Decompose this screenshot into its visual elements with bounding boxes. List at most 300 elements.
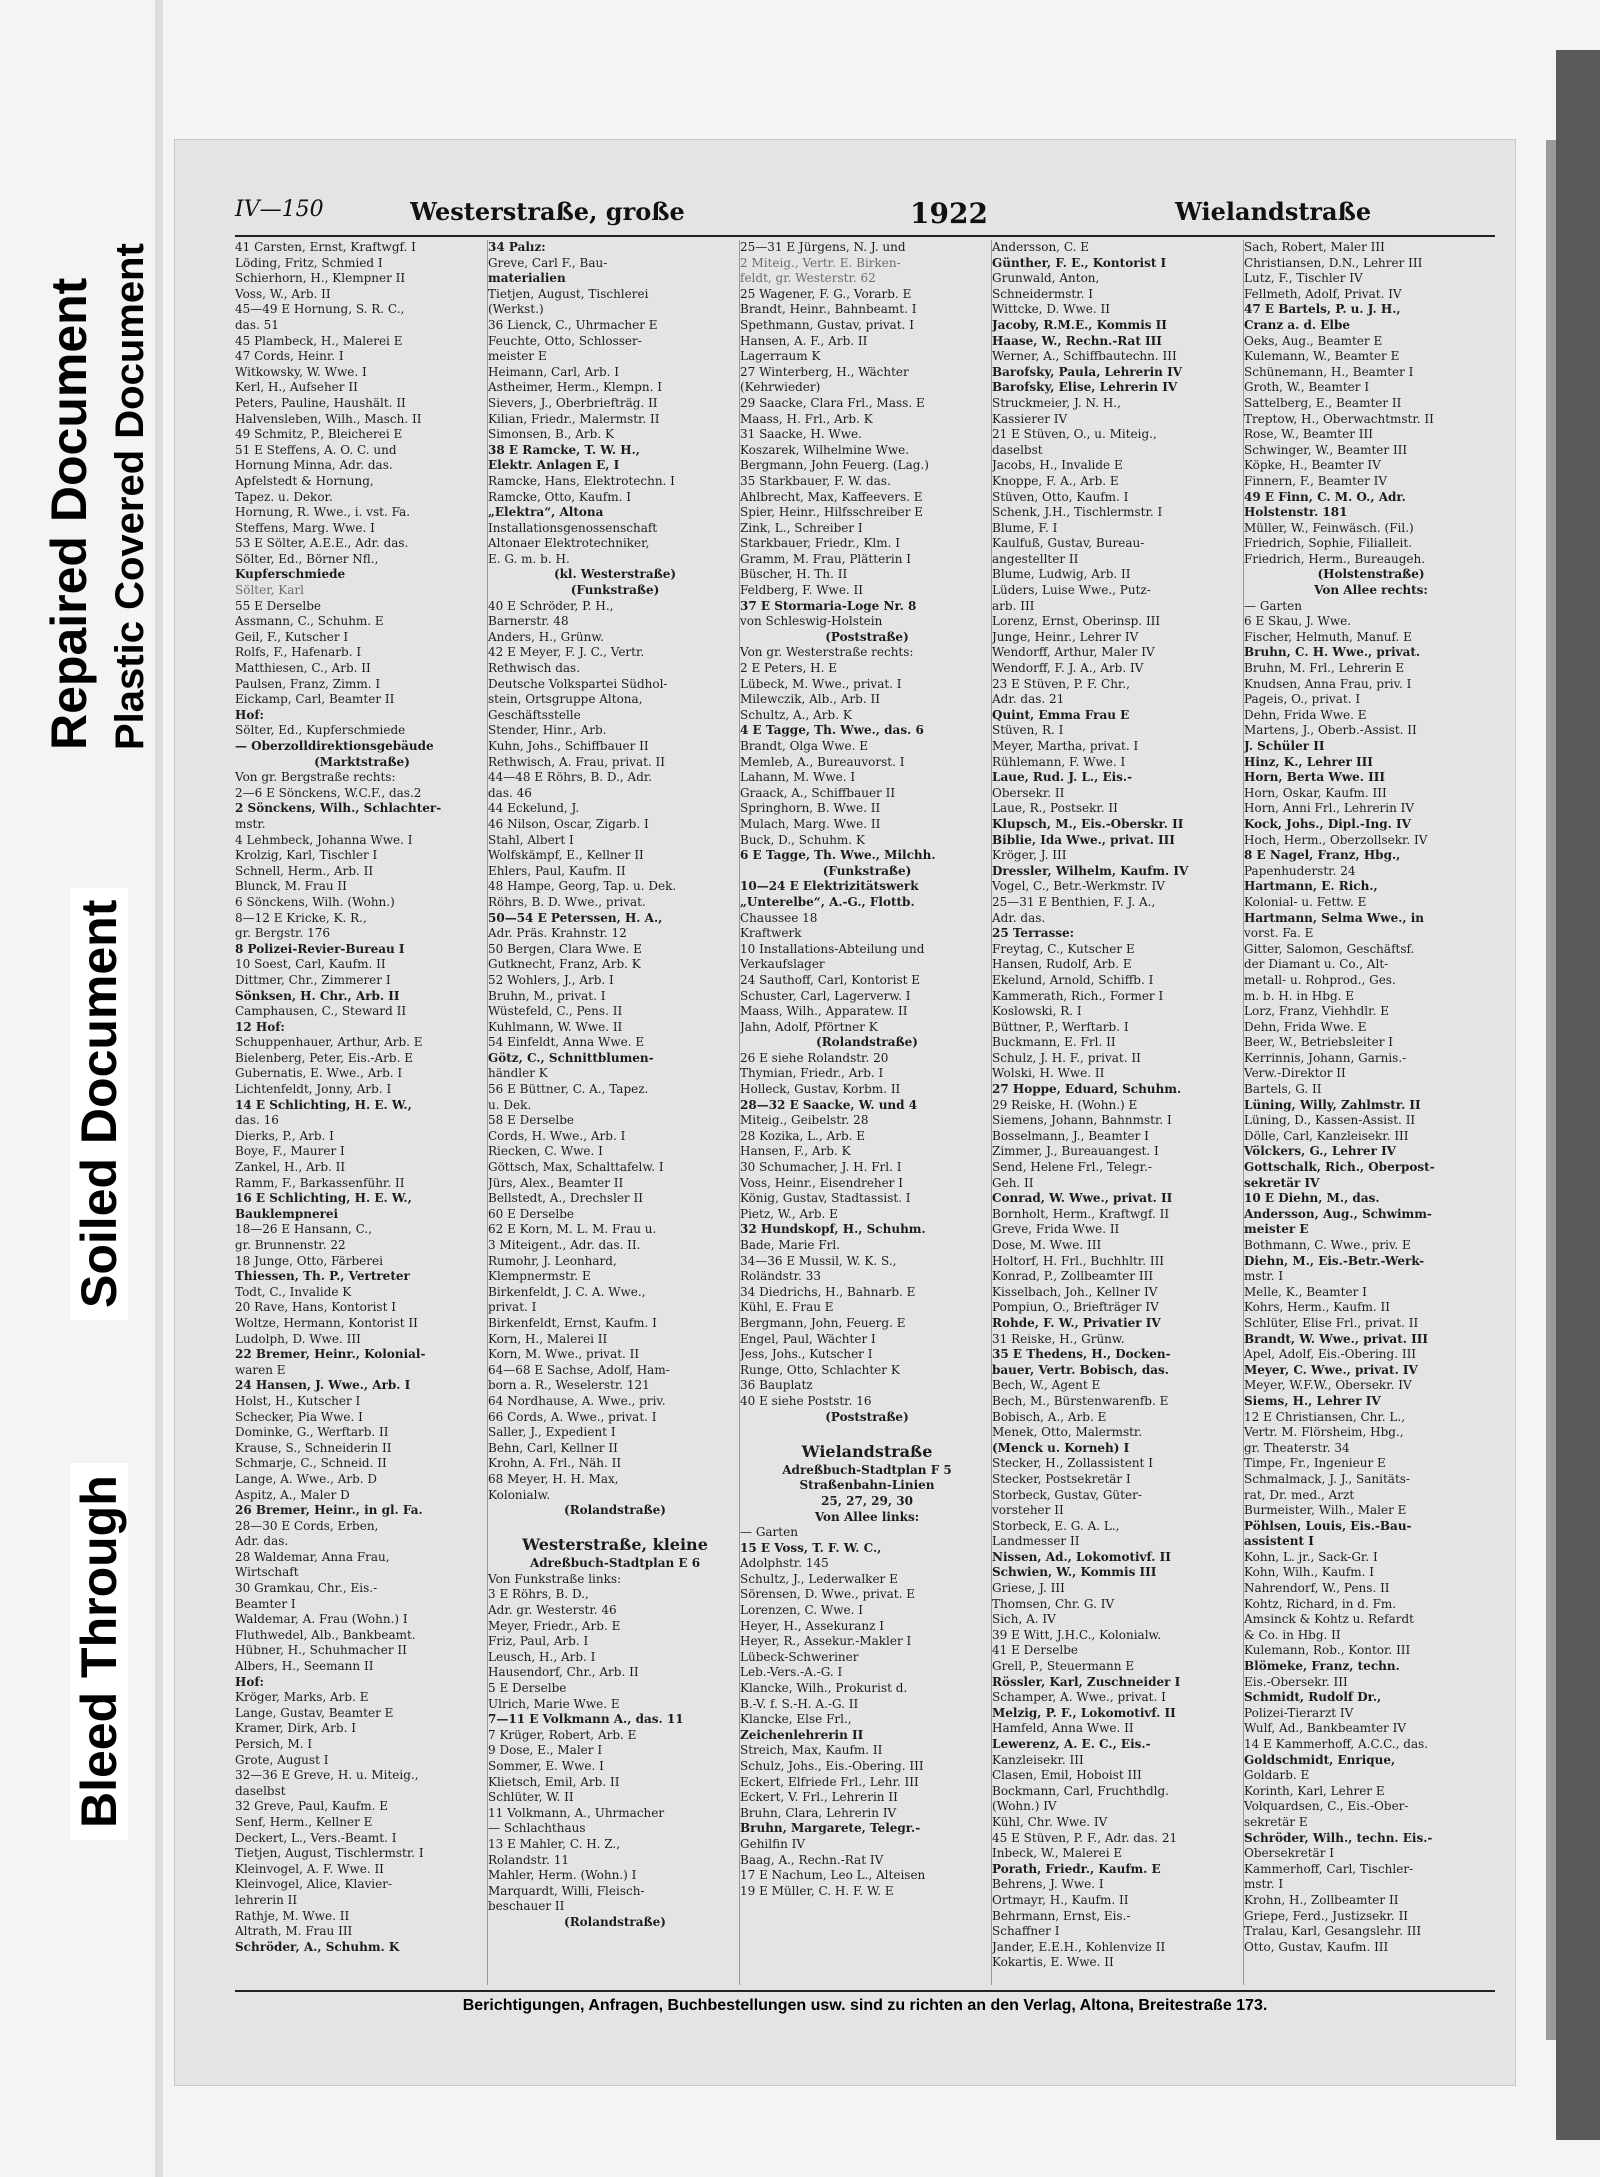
directory-entry: Barofsky, Elise, Lehrerin IV — [992, 380, 1178, 395]
directory-entry: Lüders, Luise Wwe., Putz- — [992, 583, 1151, 598]
directory-entry: Treptow, H., Oberwachtmstr. II — [1244, 411, 1434, 426]
directory-entry: Kröger, Marks, Arb. E — [235, 1690, 369, 1705]
directory-entry: „Unterelbe“, A.-G., Flottb. — [740, 894, 915, 909]
directory-entry: Wendorff, F. J. A., Arb. IV — [992, 661, 1144, 676]
directory-entry: von Schleswig-Holstein — [740, 614, 883, 629]
directory-entry: Schecker, Pia Wwe. I — [235, 1409, 363, 1424]
directory-entry: vorsteher II — [992, 1503, 1064, 1518]
directory-entry: Behn, Carl, Kellner II — [488, 1440, 618, 1455]
directory-entry: Ahlbrecht, Max, Kaffeevers. E — [740, 489, 923, 504]
section-heading: (Poststraße) — [825, 629, 909, 644]
page-number: IV—150 — [235, 197, 324, 222]
directory-entry: 18—26 E Hansann, C., — [235, 1222, 373, 1237]
directory-entry: Engel, Paul, Wächter I — [740, 1331, 876, 1346]
directory-entry: Kühl, Chr. Wwe. IV — [992, 1814, 1108, 1829]
directory-entry: Rathje, M. Wwe. II — [235, 1908, 350, 1923]
directory-entry: Tralau, Karl, Gesangslehr. III — [1244, 1924, 1422, 1939]
section-heading: (Funkstraße) — [822, 863, 912, 878]
label-soiled-document: Soiled Document — [70, 888, 128, 1320]
directory-entry: 42 E Meyer, F. J. C., Vertr. — [488, 645, 645, 660]
directory-entry: 22 Bremer, Heinr., Kolonial- — [235, 1347, 426, 1362]
directory-entry: J. Schüler II — [1244, 739, 1325, 753]
directory-entry: 10 Soest, Carl, Kaufm. II — [235, 957, 386, 972]
page-header — [235, 195, 1495, 237]
directory-entry: Holtorf, H. Frl., Buchhltr. III — [992, 1253, 1165, 1268]
directory-entry: Inbeck, W., Malerei E — [992, 1846, 1123, 1861]
directory-entry: Meyer, W.F.W., Obersekr. IV — [1244, 1378, 1412, 1393]
section-heading: Wielandstraße — [801, 1441, 933, 1461]
directory-entry: Schuster, Carl, Lagerverw. I — [740, 988, 911, 1003]
directory-entry: Lorenzen, C. Wwe. I — [740, 1603, 863, 1618]
directory-entry: Graack, A., Schiffbauer II — [740, 785, 896, 800]
directory-entry: „Elektra“, Altona — [488, 505, 604, 520]
directory-entry: 39 E Witt, J.H.C., Kolonialw. — [992, 1627, 1162, 1642]
directory-entry: Greve, Frida Wwe. II — [992, 1222, 1120, 1237]
page-edge-shadow — [1546, 140, 1556, 2040]
directory-entry: Conrad, W. Wwe., privat. II — [992, 1191, 1173, 1206]
directory-entry: Brandt, Olga Wwe. E — [740, 739, 868, 753]
directory-entry: Gehilfin IV — [740, 1836, 806, 1851]
directory-entry — [488, 1519, 742, 1535]
directory-entry: 68 Meyer, H. H. Max, — [488, 1471, 619, 1486]
directory-entry: Geh. II — [992, 1175, 1034, 1190]
directory-entry: Eckert, V. Frl., Lehrerin II — [740, 1790, 898, 1805]
directory-entry: 27 Winterberg, H., Wächter — [740, 364, 909, 379]
directory-entry: Apel, Adolf, Eis.-Obering. III — [1244, 1347, 1417, 1362]
directory-entry: 52 Wohlers, J., Arb. I — [488, 972, 614, 987]
directory-entry: Lübeck, M. Wwe., privat. I — [740, 676, 902, 691]
directory-entry: Kraftwerk — [740, 926, 802, 941]
section-heading: Von Allee links: — [814, 1509, 920, 1524]
directory-entry: Peters, Pauline, Haushält. II — [235, 395, 406, 410]
directory-entry: Melle, K., Beamter I — [1244, 1284, 1367, 1299]
directory-entry: Kulemann, W., Beamter E — [1244, 349, 1400, 364]
directory-entry: Heimann, Carl, Arb. I — [488, 364, 620, 379]
directory-entry: 28 Kozika, L., Arb. E — [740, 1128, 866, 1143]
directory-entry: 48 Hampe, Georg, Tap. u. Dek. — [488, 879, 677, 894]
directory-entry: 12 E Christiansen, Chr. L., — [1244, 1409, 1406, 1424]
directory-entry: Grote, August I — [235, 1752, 329, 1767]
section-heading: (Holstenstraße) — [1317, 567, 1425, 582]
directory-entry: Baag, A., Rechn.-Rat IV — [740, 1852, 884, 1867]
directory-entry: Albers, H., Seemann II — [235, 1659, 374, 1674]
directory-entry: angestellter II — [992, 551, 1079, 566]
directory-entry: Von gr. Westerstraße rechts: — [740, 645, 914, 660]
directory-entry: 30 Schumacher, J. H. Frl. I — [740, 1160, 902, 1175]
directory-entry: Sattelberg, E., Beamter II — [1244, 395, 1402, 410]
directory-entry: Kilian, Friedr., Malermstr. II — [488, 411, 660, 426]
directory-entry: Struckmeier, J. N. H., — [992, 395, 1121, 410]
directory-entry: Mahler, Herm. (Wohn.) I — [488, 1868, 637, 1883]
directory-entry: Sörensen, D. Wwe., privat. E — [740, 1587, 916, 1602]
directory-entry: Bornholt, Herm., Kraftwgf. II — [992, 1206, 1170, 1221]
directory-entry: Werner, A., Schiffbautechn. III — [992, 349, 1177, 364]
directory-entry: Schnell, Herm., Arb. II — [235, 863, 374, 878]
directory-entry: 7—11 E Volkmann A., das. 11 — [488, 1712, 684, 1727]
directory-entry: Dehn, Frida Wwe. E — [1244, 707, 1367, 722]
directory-entry: Jess, Johs., Kutscher I — [740, 1347, 873, 1362]
directory-entry: Ulrich, Marie Wwe. E — [488, 1696, 620, 1711]
directory-entry: Lutz, F., Tischler IV — [1244, 271, 1363, 286]
directory-entry: Meyer, Martha, privat. I — [992, 739, 1139, 753]
directory-entry: Runge, Otto, Schlachter K — [740, 1362, 900, 1377]
directory-entry — [740, 1425, 994, 1441]
directory-entry: u. Dek. — [488, 1097, 532, 1112]
directory-entry: Todt, C., Invalide K — [235, 1284, 352, 1299]
directory-entry: Jacoby, R.M.E., Kommis II — [992, 317, 1167, 332]
directory-entry: 5 E Derselbe — [488, 1681, 567, 1696]
degradation-labels — [0, 0, 175, 2177]
directory-entry: bauer, Vertr. Bobisch, das. — [992, 1362, 1169, 1377]
directory-entry: 40 E siehe Poststr. 16 — [740, 1393, 872, 1408]
directory-entry: Volquardsen, C., Eis.-Ober- — [1244, 1799, 1409, 1814]
directory-entry: Stender, Hinr., Arb. — [488, 723, 607, 738]
directory-entry: Friedrich, Herm., Bureaugeh. — [1244, 551, 1426, 566]
directory-entry: Riecken, C. Wwe. I — [488, 1144, 603, 1159]
directory-entry: 26 Bremer, Heinr., in gl. Fa. — [235, 1503, 423, 1518]
directory-entry: stein, Ortsgruppe Altona, — [488, 692, 643, 707]
directory-entry: Spethmann, Gustav, privat. I — [740, 317, 914, 332]
directory-entry: das. 51 — [235, 317, 279, 332]
directory-entry: Kolonialw. — [488, 1487, 551, 1502]
directory-entry: Schwien, W., Kommis III — [992, 1565, 1157, 1580]
directory-entry: Lorz, Franz, Viehhdlr. E — [1244, 1004, 1389, 1019]
directory-entry: Leb.-Vers.-A.-G. I — [740, 1665, 843, 1680]
directory-entry: Barofsky, Paula, Lehrerin IV — [992, 364, 1183, 379]
directory-entry: Hansen, F., Arb. K — [740, 1144, 851, 1159]
directory-entry: Installationsgenossenschaft — [488, 520, 658, 535]
directory-entry: Maass, Wilh., Apparatew. II — [740, 1004, 908, 1019]
directory-entry: Polizei-Tierarzt IV — [1244, 1705, 1354, 1720]
directory-entry: Kleinvogel, A. F. Wwe. II — [235, 1861, 384, 1876]
directory-entry: Hübner, H., Schuhmacher II — [235, 1643, 407, 1658]
directory-entry: Schuppenhauer, Arthur, Arb. E — [235, 1035, 423, 1050]
directory-entry: Gitter, Salomon, Geschäftsf. — [1244, 941, 1415, 956]
directory-entry: Milewczik, Alb., Arb. II — [740, 692, 880, 707]
directory-entry: Chaussee 18 — [740, 910, 818, 925]
directory-entry: gr. Bergstr. 176 — [235, 926, 330, 941]
directory-entry: Meyer, C. Wwe., privat. IV — [1244, 1362, 1418, 1377]
directory-entry: Griese, J. III — [992, 1581, 1065, 1596]
directory-columns — [235, 240, 1495, 1985]
directory-entry: Camphausen, C., Steward II — [235, 1004, 407, 1019]
directory-entry: Zink, L., Schreiber I — [740, 520, 863, 535]
directory-entry: Klancke, Else Frl., — [740, 1712, 852, 1727]
directory-entry: Fluthwedel, Alb., Bankbeamt. — [235, 1627, 416, 1642]
directory-entry: Wolfskämpf, E., Kellner II — [488, 848, 644, 863]
directory-entry: Christiansen, D.N., Lehrer III — [1244, 255, 1423, 270]
directory-entry: 18 Junge, Otto, Färberei — [235, 1253, 383, 1268]
directory-entry: Korinth, Karl, Lehrer E — [1244, 1783, 1385, 1798]
directory-entry: Kröger, J. III — [992, 848, 1067, 863]
directory-entry: Bruhn, M. Frl., Lehrerin E — [1244, 661, 1405, 676]
directory-entry: 21 E Stüven, O., u. Miteig., — [992, 427, 1157, 442]
book-binding-edge — [1556, 50, 1600, 2140]
directory-entry: Kerrinnis, Johann, Garnis.- — [1244, 1050, 1407, 1065]
directory-entry: Thiessen, Th. P., Vertreter — [235, 1269, 410, 1284]
directory-entry: 35 Starkbauer, F. W. das. — [740, 473, 891, 488]
directory-entry: 12 Hof: — [235, 1019, 285, 1034]
directory-entry: Kanzleisekr. III — [992, 1752, 1084, 1767]
directory-entry: Vertr. M. Flörsheim, Hbg., — [1244, 1425, 1404, 1440]
directory-entry: 41 Carsten, Ernst, Kraftwgf. I — [235, 240, 416, 254]
directory-entry: Simonsen, B., Arb. K — [488, 427, 614, 442]
publisher-notice: Berichtigungen, Anfragen, Buchbestellungen usw. sind zu richten an den Verlag, Altona, Breitestraße 173. — [235, 1990, 1495, 2022]
directory-entry: Kolonial- u. Fettw. E — [1244, 894, 1367, 909]
directory-entry: Pageis, O., privat. I — [1244, 692, 1361, 707]
directory-entry: Koszarek, Wilhelmine Wwe. — [740, 442, 910, 457]
directory-entry: Persich, M. I — [235, 1737, 313, 1751]
directory-entry: Nahrendorf, W., Pens. II — [1244, 1581, 1390, 1596]
directory-entry: Otto, Gustav, Kaufm. III — [1244, 1939, 1389, 1954]
directory-entry: 41 E Derselbe — [992, 1643, 1078, 1658]
directory-entry: Kammerhoff, Carl, Tischler- — [1244, 1861, 1414, 1876]
directory-entry: 36 Lienck, C., Uhrmacher E — [488, 317, 658, 332]
directory-entry: 3 E Röhrs, B. D., — [488, 1587, 589, 1602]
directory-entry: Kokartis, E. Wwe. II — [992, 1955, 1114, 1970]
directory-entry: Hinz, K., Lehrer III — [1244, 754, 1373, 769]
directory-entry: Streich, Max, Kaufm. II — [740, 1743, 883, 1758]
directory-entry: Laue, R., Postsekr. II — [992, 801, 1118, 816]
directory-entry: Buckmann, E. Frl. II — [992, 1035, 1116, 1050]
directory-entry: Verw.-Direktor II — [1244, 1066, 1346, 1081]
directory-entry: Schmidt, Rudolf Dr., — [1244, 1690, 1382, 1705]
directory-entry: 25—31 E Benthien, F. J. A., — [992, 894, 1156, 909]
directory-entry: Cords, H. Wwe., Arb. I — [488, 1128, 626, 1143]
directory-entry: Bockmann, Carl, Fruchthdlg. — [992, 1783, 1169, 1798]
directory-entry: 54 Einfeldt, Anna Wwe. E — [488, 1035, 645, 1050]
directory-entry: 32—36 E Greve, H. u. Miteig., — [235, 1768, 419, 1783]
label-plastic-covered-document: Plastic Covered Document — [108, 243, 152, 750]
directory-column-5 — [1243, 240, 1498, 1985]
directory-entry: Kuhlmann, W. Wwe. II — [488, 1019, 623, 1034]
section-heading: Adreßbuch-Stadtplan E 6 — [529, 1556, 701, 1571]
directory-entry: Assmann, C., Schuhm. E — [235, 614, 384, 629]
directory-entry: Bauklempnerei — [235, 1206, 339, 1221]
directory-entry: Wulf, Ad., Bankbeamter IV — [1244, 1721, 1407, 1736]
directory-entry: Gutknecht, Franz, Arb. K — [488, 957, 641, 972]
directory-entry: 2 Miteig., Vertr. E. Birken- — [740, 255, 901, 270]
directory-entry: Schenk, J.H., Tischlermstr. I — [992, 505, 1163, 520]
directory-entry: Schwinger, W., Beamter III — [1244, 442, 1408, 457]
directory-entry: (Wohn.) IV — [992, 1799, 1057, 1814]
directory-entry: 10 Installations-Abteilung und — [740, 941, 925, 956]
directory-entry: 28—32 E Saacke, W. und 4 — [740, 1097, 918, 1112]
directory-entry: Müller, W., Feinwäsch. (Fil.) — [1244, 520, 1414, 535]
directory-entry: Schaffner I — [992, 1924, 1060, 1939]
directory-entry: Buck, D., Schuhm. K — [740, 832, 865, 847]
directory-entry: Altrath, M. Frau III — [235, 1924, 353, 1939]
directory-entry: arb. III — [992, 598, 1035, 613]
directory-entry: Schierhorn, H., Klempner II — [235, 271, 406, 286]
directory-entry: mstr. I — [1244, 1269, 1284, 1284]
directory-entry: Lagerraum K — [740, 349, 821, 364]
directory-entry: Bruhn, C. H. Wwe., privat. — [1244, 645, 1421, 660]
directory-entry: Büscher, H. Th. II — [740, 567, 848, 582]
directory-entry: Krohn, A. Frl., Näh. II — [488, 1456, 622, 1471]
directory-entry: & Co. in Hbg. II — [1244, 1627, 1341, 1642]
directory-entry: metall- u. Rohprod., Ges. — [1244, 972, 1396, 987]
directory-entry: 47 E Bartels, P. u. J. H., — [1244, 302, 1401, 317]
directory-entry: Friz, Paul, Arb. I — [488, 1634, 589, 1649]
directory-entry: (Werkst.) — [488, 302, 544, 317]
directory-entry: Maass, H. Frl., Arb. K — [740, 411, 873, 426]
directory-entry: Lüning, D., Kassen-Assist. II — [1244, 1113, 1416, 1128]
directory-entry: Wendorff, Arthur, Maler IV — [992, 645, 1155, 660]
directory-entry: Lewerenz, A. E. C., Eis.- — [992, 1737, 1151, 1751]
directory-entry: Birkenfeldt, Ernst, Kaufm. I — [488, 1315, 657, 1330]
directory-entry: Dierks, P., Arb. I — [235, 1128, 334, 1143]
directory-entry: 45 Plambeck, H., Malerei E — [235, 333, 403, 348]
directory-entry: Senf, Herm., Kellner E — [235, 1814, 373, 1829]
directory-entry: Kisselbach, Joh., Kellner IV — [992, 1284, 1158, 1299]
directory-entry: 10—24 E Elektrizitätswerk — [740, 879, 919, 894]
directory-entry: Storbeck, E. G. A. L., — [992, 1518, 1120, 1533]
directory-entry: 15 E Voss, T. F. W. C., — [740, 1540, 882, 1555]
directory-entry: 44 Eckelund, J. — [488, 801, 580, 816]
directory-entry: Verkaufslager — [740, 957, 825, 972]
directory-entry: E. G. m. b. H. — [488, 551, 570, 566]
directory-entry: Brandt, Heinr., Bahnbeamt. I — [740, 302, 917, 317]
directory-entry: Holstenstr. 181 — [1244, 505, 1348, 520]
section-heading: Westerstraße, kleine — [522, 1535, 708, 1555]
directory-entry: daselbst — [992, 442, 1043, 457]
directory-entry: 50 Bergen, Clara Wwe. E — [488, 941, 642, 956]
directory-entry: Adr. das. — [992, 910, 1046, 925]
directory-entry: Thymian, Friedr., Arb. I — [740, 1066, 884, 1081]
directory-entry: Deckert, L., Vers.-Beamt. I — [235, 1830, 397, 1845]
directory-entry: 55 E Derselbe — [235, 598, 321, 613]
directory-entry: rat, Dr. med., Arzt — [1244, 1487, 1355, 1502]
directory-entry: Ekelund, Arnold, Schiffb. I — [992, 972, 1154, 987]
directory-entry: Hausendorf, Chr., Arb. II — [488, 1665, 639, 1680]
directory-entry: 28 Waldemar, Anna Frau, — [235, 1549, 390, 1564]
directory-entry: Blunck, M. Frau II — [235, 879, 347, 894]
directory-entry: Adr. das. 21 — [992, 692, 1065, 707]
directory-entry: Bech, M., Bürstenwarenfb. E — [992, 1393, 1169, 1408]
directory-entry: 29 Reiske, H. (Wohn.) E — [992, 1097, 1138, 1112]
directory-entry: Sölter, Ed., Kupferschmiede — [235, 723, 406, 738]
directory-entry: das. 46 — [488, 785, 532, 800]
directory-entry: Bade, Marie Frl. — [740, 1238, 841, 1252]
directory-entry: Send, Helene Frl., Telegr.- — [992, 1160, 1152, 1175]
directory-entry: Tietjen, August, Tischlermstr. I — [235, 1846, 424, 1861]
directory-entry: Zankel, H., Arb. II — [235, 1160, 346, 1175]
directory-entry: 29 Saacke, Clara Frl., Mass. E — [740, 395, 925, 410]
directory-entry: Ludolph, D. Wwe. III — [235, 1331, 361, 1346]
directory-entry: 45—49 E Hornung, S. R. C., — [235, 302, 405, 317]
directory-entry: 31 Reiske, H., Grünw. — [992, 1331, 1125, 1346]
directory-entry: Korn, M. Wwe., privat. II — [488, 1347, 640, 1362]
directory-entry: 47 Cords, Heinr. I — [235, 349, 344, 364]
directory-entry: Quint, Emma Frau E — [992, 707, 1130, 722]
directory-entry: Hansen, Rudolf, Arb. E — [992, 957, 1132, 972]
section-heading: (Poststraße) — [825, 1409, 909, 1424]
directory-entry: Andersson, Aug., Schwimm- — [1244, 1206, 1432, 1221]
directory-entry: Klupsch, M., Eis.-Oberskr. II — [992, 816, 1184, 831]
directory-entry: 35 E Thedens, H., Docken- — [992, 1347, 1171, 1362]
directory-entry: Sölter, Ed., Börner Nfl., — [235, 551, 379, 566]
directory-entry: B.-V. f. S.-H. A.-G. II — [740, 1696, 859, 1711]
directory-entry: Sommer, E. Wwe. I — [488, 1759, 604, 1773]
directory-column-3 — [739, 240, 994, 1985]
directory-entry: Hansen, A. F., Arb. II — [740, 333, 868, 348]
directory-entry: 44—48 E Röhrs, B. D., Adr. — [488, 770, 653, 785]
directory-entry: Hof: — [235, 707, 264, 722]
directory-entry: Schlüter, W. II — [488, 1790, 574, 1805]
directory-entry: 8 Polizei-Revier-Bureau I — [235, 941, 405, 956]
directory-entry: Waldemar, A. Frau (Wohn.) I — [235, 1612, 408, 1627]
directory-entry: Marquardt, Willi, Fleisch- — [488, 1883, 645, 1898]
directory-entry: Bruhn, Margarete, Telegr.- — [740, 1821, 921, 1836]
directory-entry: Horn, Oskar, Kaufm. III — [1244, 785, 1387, 800]
directory-entry: mstr. I — [1244, 1877, 1284, 1892]
section-heading: (Funkstraße) — [570, 583, 660, 598]
directory-entry: Halvensleben, Wilh., Masch. II — [235, 411, 422, 426]
directory-entry: Bergmann, John, Feuerg. E — [740, 1315, 906, 1330]
directory-entry: Diehn, M., Eis.-Betr.-Werk- — [1244, 1253, 1425, 1268]
directory-entry: Laue, Rud. J. L., Eis.- — [992, 770, 1133, 785]
directory-entry: Ehlers, Paul, Kaufm. II — [488, 863, 626, 878]
directory-entry: 60 E Derselbe — [488, 1206, 574, 1221]
directory-entry: Schulz, J. H. F., privat. II — [992, 1050, 1141, 1065]
directory-entry: Leusch, H., Arb. I — [488, 1649, 596, 1664]
directory-entry: das. 16 — [235, 1113, 279, 1128]
directory-entry: Kohrs, Herm., Kaufm. II — [1244, 1300, 1391, 1315]
directory-entry: 50—54 E Peterssen, H. A., — [488, 910, 663, 925]
directory-entry: Deutsche Volkspartei Südhol- — [488, 676, 668, 691]
directory-entry: Schultz, A., Arb. K — [740, 707, 852, 722]
directory-entry: Bartels, G. II — [1244, 1082, 1322, 1097]
directory-page — [175, 140, 1515, 2085]
directory-entry: Astheimer, Herm., Klempn. I — [488, 380, 663, 395]
directory-entry: Melzig, P. F., Lokomotivf. II — [992, 1705, 1176, 1720]
directory-entry: Paulsen, Franz, Zimm. I — [235, 676, 381, 691]
directory-entry: Pietz, W., Arb. E — [740, 1206, 838, 1221]
directory-entry: 62 E Korn, M. L. M. Frau u. — [488, 1222, 657, 1237]
directory-entry: Schünemann, H., Beamter I — [1244, 364, 1414, 379]
directory-entry: 24 Sauthoff, Carl, Kontorist E — [740, 972, 920, 987]
directory-entry: Von Funkstraße links: — [488, 1571, 622, 1586]
directory-entry: Elektr. Anlagen E, I — [488, 458, 620, 473]
section-heading: (kl. Westerstraße) — [553, 567, 677, 582]
directory-entry: Lichtenfeldt, Jonny, Arb. I — [235, 1082, 392, 1097]
directory-entry: Von gr. Bergstraße rechts: — [235, 770, 396, 785]
directory-entry: Blume, Ludwig, Arb. II — [992, 567, 1131, 582]
directory-entry: Pöhlsen, Louis, Eis.-Bau- — [1244, 1518, 1412, 1533]
directory-entry: Bosselmann, J., Beamter I — [992, 1128, 1149, 1143]
label-repaired-document: Repaired Document — [41, 277, 97, 750]
directory-entry: Matthiesen, C., Arb. II — [235, 661, 371, 676]
directory-entry: Brandt, W. Wwe., privat. III — [1244, 1331, 1428, 1346]
directory-entry: Gramm, M. Frau, Plätterin I — [740, 551, 912, 566]
directory-entry: Hamfeld, Anna Wwe. II — [992, 1721, 1134, 1736]
directory-entry: Hartmann, E. Rich., — [1244, 879, 1378, 894]
directory-entry: 25—31 E Jürgens, N. J. und — [740, 240, 906, 254]
directory-entry: Kramer, Dirk, Arb. I — [235, 1721, 356, 1736]
directory-entry: Tietjen, August, Tischlerei — [488, 286, 649, 301]
directory-column-1 — [235, 240, 489, 1985]
directory-entry: Storbeck, Gustav, Güter- — [992, 1487, 1142, 1502]
section-heading: (Rolandstraße) — [816, 1035, 918, 1050]
directory-entry: Bruhn, Clara, Lehrerin IV — [740, 1805, 897, 1820]
directory-entry: Rethwisch das. — [488, 661, 581, 676]
directory-entry: Ortmayr, H., Kaufm. II — [992, 1892, 1129, 1907]
section-heading: Adreßbuch-Stadtplan F 5 — [782, 1462, 952, 1477]
directory-entry: Steffens, Marg. Wwe. I — [235, 520, 375, 535]
directory-entry: Ramm, F., Barkassenführ. II — [235, 1175, 405, 1190]
directory-entry: 51 E Steffens, A. O. C. und — [235, 442, 397, 457]
